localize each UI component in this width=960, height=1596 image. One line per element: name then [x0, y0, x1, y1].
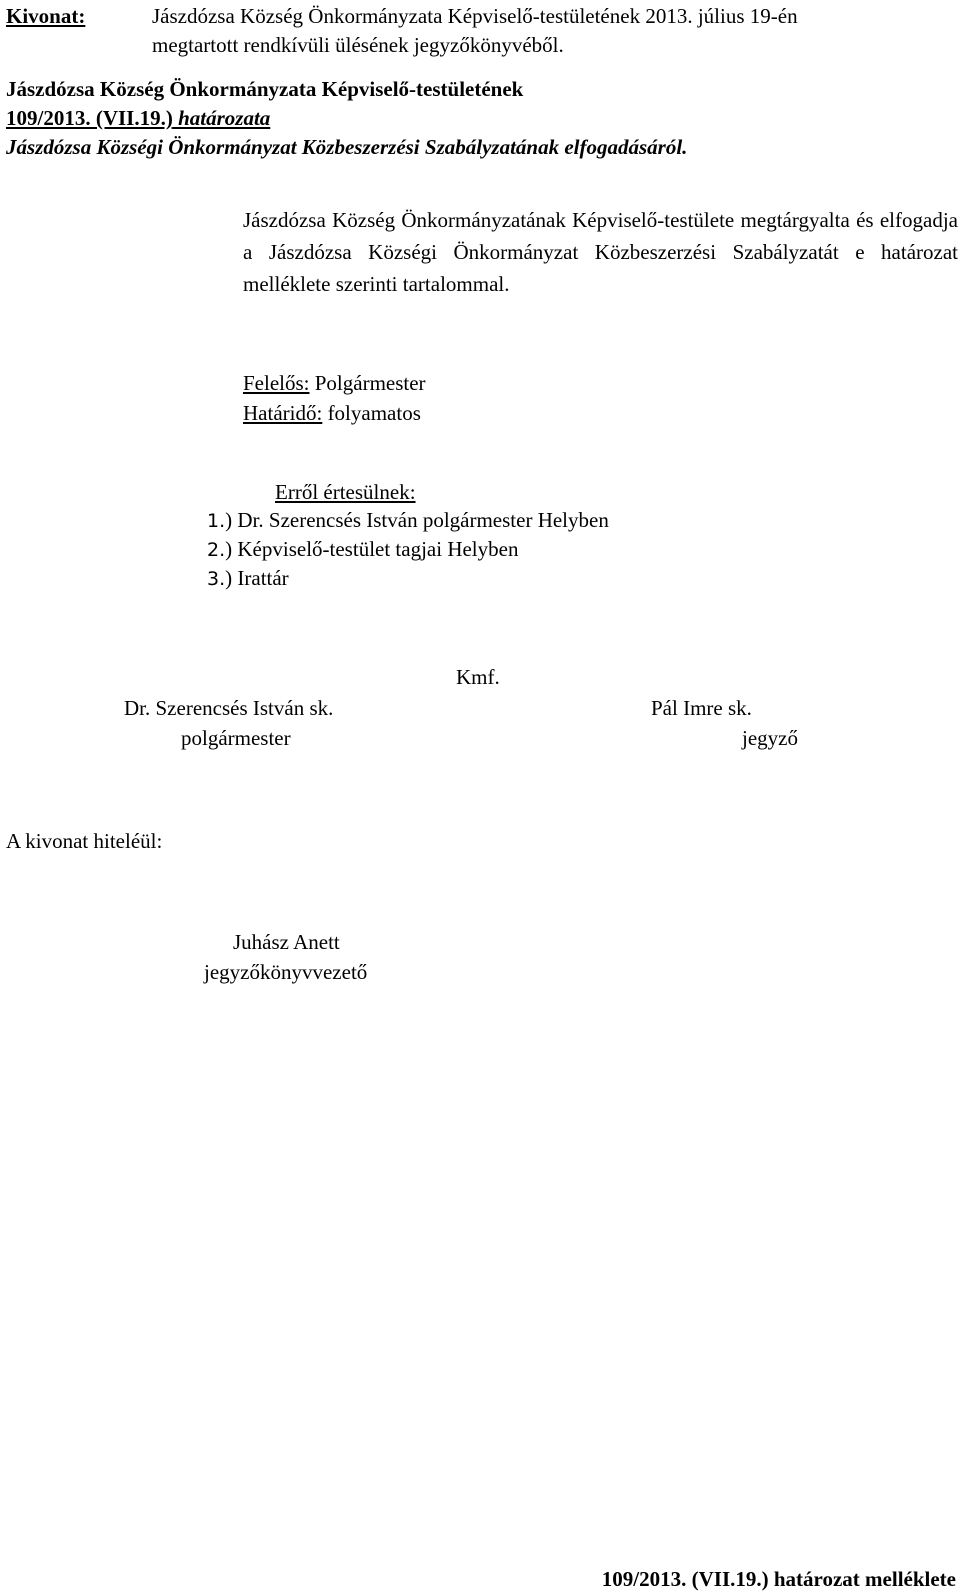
- notary-name: Pál Imre sk.: [651, 696, 752, 720]
- notification-item-text: ) Dr. Szerencsés István polgármester Helyben: [225, 508, 609, 532]
- deadline-label: Határidő:: [243, 401, 323, 425]
- notification-item-number: 2.: [207, 539, 226, 561]
- deadline-line: [243, 399, 421, 428]
- responsible-label: Felelős:: [243, 371, 310, 395]
- deadline-value: folyamatos: [322, 401, 421, 425]
- mayor-title: polgármester: [181, 726, 291, 750]
- certification-label: A kivonat hiteléül:: [6, 829, 163, 853]
- kivonat-label: Kivonat:: [6, 4, 86, 28]
- notary-title: jegyző: [742, 726, 798, 750]
- resolution-number-suffix: határozata: [172, 106, 271, 130]
- responsible-value: Polgármester: [309, 371, 426, 395]
- notification-item-text: ) Irattár: [225, 566, 289, 590]
- resolution-number-line: [6, 104, 270, 133]
- notification-item: [207, 506, 609, 536]
- notification-item-number: 1.: [207, 510, 226, 532]
- annex-title: 109/2013. (VII.19.) határozat melléklete: [601, 1567, 956, 1591]
- notification-item-number: 3.: [207, 568, 226, 590]
- notification-heading: Erről értesülnek:: [275, 480, 416, 504]
- notification-item-text: ) Képviselő-testület tagjai Helyben: [225, 537, 519, 561]
- kivonat-line-2: megtartott rendkívüli ülésének jegyzőkönyvéből.: [152, 33, 564, 57]
- responsible-line: [243, 369, 426, 398]
- mayor-name: Dr. Szerencsés István sk.: [124, 696, 334, 720]
- resolution-body: Jászdózsa Község Önkormányzatának Képviselő-testülete megtárgyalta és elfogadja a Jászdózsa Községi Önkormányzat Közbeszerzési Szabályzatát e határozat melléklete szerinti tartalommal.: [243, 208, 958, 296]
- resolution-subject: Jászdózsa Községi Önkormányzat Közbeszerzési Szabályzatának elfogadásáról.: [6, 135, 688, 159]
- notification-item: [207, 535, 518, 565]
- kivonat-line-1: Jászdózsa Község Önkormányzata Képviselő-testületének 2013. július 19-én: [152, 4, 798, 28]
- resolution-title: Jászdózsa Község Önkormányzata Képviselő-testületének: [6, 77, 524, 101]
- notification-item: [207, 564, 289, 594]
- recorder-name: Juhász Anett: [233, 930, 340, 954]
- resolution-number: 109/2013. (VII.19.): [6, 106, 173, 130]
- kmf-label: Kmf.: [456, 665, 500, 689]
- recorder-title: jegyzőkönyvvezető: [204, 960, 368, 984]
